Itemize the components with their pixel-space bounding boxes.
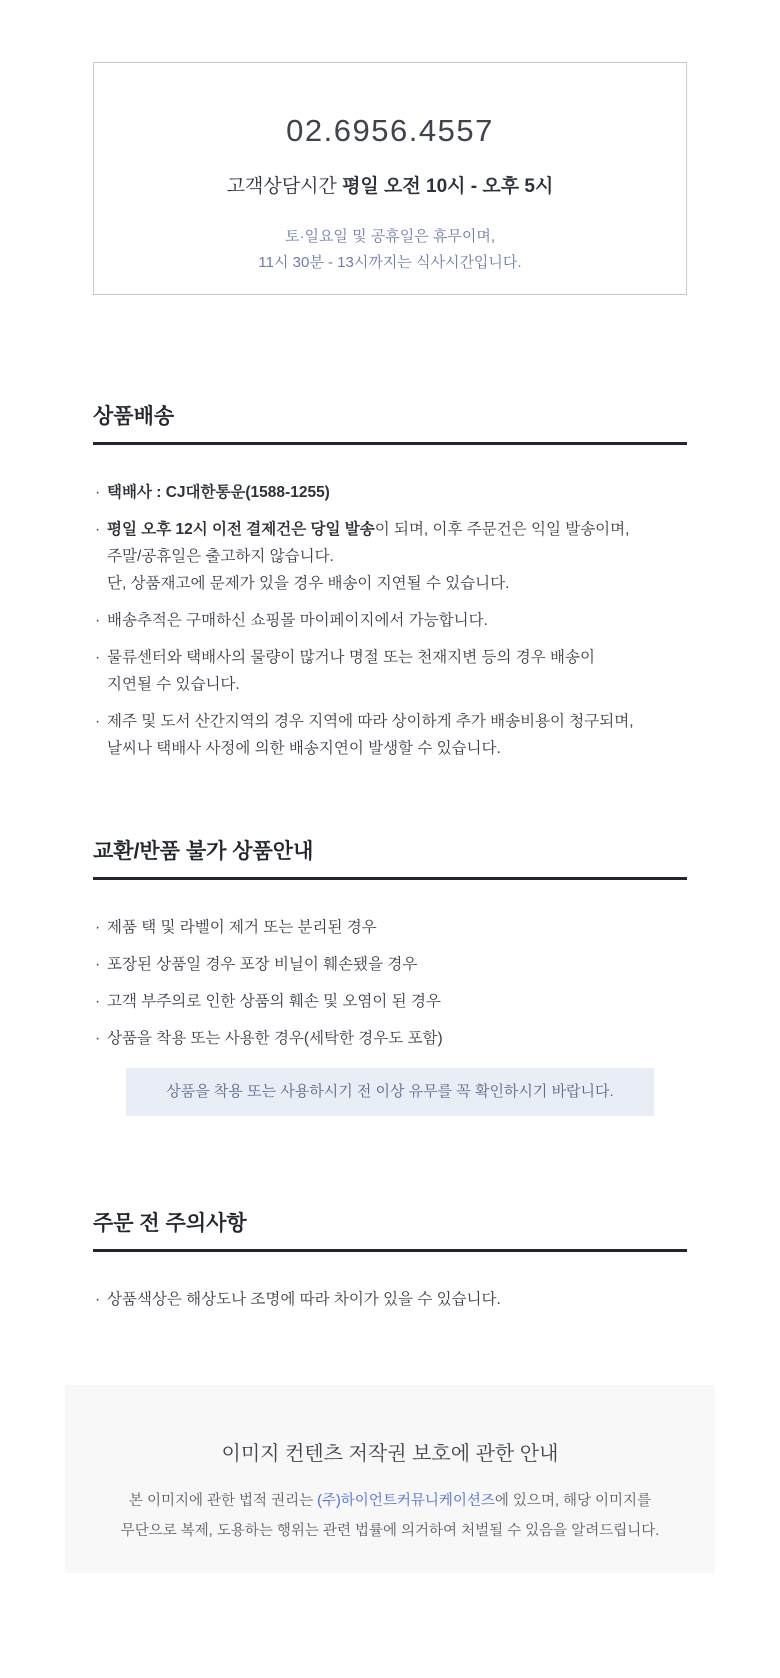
shipping-delay-line1: 물류센터와 택배사의 물량이 많거나 명절 또는 천재지변 등의 경우 배송이 xyxy=(107,649,595,666)
section-caution-title: 주문 전 주의사항 xyxy=(93,1212,247,1235)
exchange-case3-text: 고객 부주의로 인한 상품의 훼손 및 오염이 된 경우 xyxy=(107,993,441,1010)
bullet-marker: · xyxy=(95,1030,101,1047)
copyright-body xyxy=(65,1486,715,1546)
exchange-case1-text: 제품 택 및 라벨이 제거 또는 분리된 경우 xyxy=(107,919,377,936)
section-divider xyxy=(93,442,687,445)
shipping-delay-line2: 지연될 수 있습니다. xyxy=(107,676,240,693)
shipping-island-line1: 제주 및 도서 산간지역의 경우 지역에 따라 상이하게 추가 배송비용이 청구되며, xyxy=(107,713,634,730)
list-item xyxy=(93,479,687,506)
exchange-bullet-list xyxy=(93,914,687,1052)
bullet-marker: · xyxy=(95,956,101,973)
shipping-delay-text xyxy=(107,644,687,698)
copyright-line1-prefix: 본 이미지에 관한 법적 권리는 xyxy=(128,1493,318,1509)
shipping-sameday-line3: 단, 상품재고에 문제가 있을 경우 배송이 지연될 수 있습니다. xyxy=(107,575,510,592)
shipping-tracking-text: 배송추적은 구매하신 쇼핑몰 마이페이지에서 가능합니다. xyxy=(107,612,488,629)
list-item xyxy=(93,708,687,762)
company-name-link[interactable]: (주)하이언트커뮤니케이션즈 xyxy=(317,1493,495,1509)
bullet-marker: · xyxy=(95,649,101,666)
list-item xyxy=(93,644,687,698)
caution-bullet-list xyxy=(93,1286,687,1313)
holiday-note-line1: 토·일요일 및 공휴일은 휴무이며, xyxy=(284,228,496,245)
shipping-island-line2: 날씨나 택배사 사정에 의한 배송지연이 발생할 수 있습니다. xyxy=(107,740,501,757)
exchange-case2-text: 포장된 상품일 경우 포장 비닐이 훼손됐을 경우 xyxy=(107,956,418,973)
section-exchange-return xyxy=(93,840,687,1116)
copyright-line1-suffix: 에 있으며, 해당 이미지를 xyxy=(494,1493,652,1509)
copyright-line1 xyxy=(65,1486,715,1516)
section-order-caution xyxy=(93,1212,687,1313)
bullet-marker: · xyxy=(95,919,101,936)
copyright-line2: 무단으로 복제, 도용하는 행위는 관련 법률에 의거하여 처벌될 수 있음을 알려드립니다. xyxy=(120,1523,660,1539)
shipping-carrier-text: 택배사 : CJ대한통운(1588-1255) xyxy=(107,484,330,501)
copyright-title: 이미지 컨텐츠 저작권 보호에 관한 안내 xyxy=(221,1443,559,1465)
list-item xyxy=(93,1025,687,1052)
section-divider xyxy=(93,1249,687,1252)
copyright-notice-box xyxy=(65,1385,715,1573)
bullet-marker: · xyxy=(95,993,101,1010)
check-before-use-notice: 상품을 착용 또는 사용하시기 전 이상 유무를 꼭 확인하시기 바랍니다. xyxy=(126,1068,654,1116)
consultation-hours xyxy=(104,171,676,198)
section-divider xyxy=(93,877,687,880)
list-item xyxy=(93,516,687,597)
list-item xyxy=(93,607,687,634)
bullet-marker: · xyxy=(95,612,101,629)
holiday-note-line2: 11시 30분 - 13시까지는 식사시간입니다. xyxy=(258,254,522,271)
list-item xyxy=(93,951,687,978)
shipping-bullet-list xyxy=(93,479,687,762)
bullet-marker: · xyxy=(95,1291,101,1308)
shipping-sameday-rest: 이 되며, 이후 주문건은 익일 발송이며, xyxy=(374,521,630,538)
bullet-marker: · xyxy=(95,521,101,538)
consultation-hours-prefix: 고객상담시간 xyxy=(226,176,343,197)
caution-color-text: 상품색상은 해상도나 조명에 따라 차이가 있을 수 있습니다. xyxy=(107,1291,501,1308)
bullet-marker: · xyxy=(95,713,101,730)
holiday-notes xyxy=(104,224,676,276)
section-shipping-title: 상품배송 xyxy=(93,405,175,428)
list-item xyxy=(93,988,687,1015)
shipping-sameday-text xyxy=(107,516,687,597)
contact-info-box xyxy=(93,62,687,295)
section-shipping xyxy=(93,405,687,762)
section-exchange-title: 교환/반품 불가 상품안내 xyxy=(93,840,314,863)
shipping-sameday-bold: 평일 오후 12시 이전 결제건은 당일 발송 xyxy=(107,521,375,538)
list-item xyxy=(93,1286,687,1313)
exchange-case4-text: 상품을 착용 또는 사용한 경우(세탁한 경우도 포함) xyxy=(107,1030,443,1047)
bullet-marker: · xyxy=(95,484,101,501)
shipping-island-text xyxy=(107,708,687,762)
shipping-sameday-line2: 주말/공휴일은 출고하지 않습니다. xyxy=(107,548,334,565)
list-item xyxy=(93,914,687,941)
customer-service-phone: 02.6956.4557 xyxy=(286,113,494,148)
consultation-hours-time: 평일 오전 10시 - 오후 5시 xyxy=(342,176,554,197)
